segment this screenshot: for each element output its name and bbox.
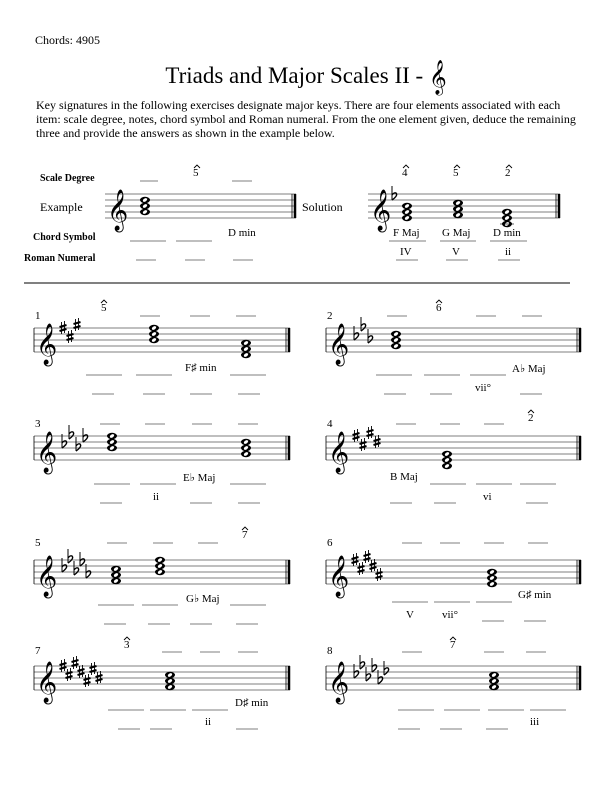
label-chord-symbol: Chord Symbol bbox=[33, 232, 96, 243]
exercise-number: 5 bbox=[35, 537, 41, 549]
exercise-4-staff bbox=[326, 426, 581, 474]
exercise-8-degree: 7 bbox=[450, 639, 456, 651]
svg-text:𝄞: 𝄞 bbox=[328, 556, 350, 597]
solution-staff bbox=[368, 186, 560, 232]
exercise-5-staff bbox=[34, 549, 290, 598]
exercise-7-degree: 3 bbox=[124, 639, 130, 651]
exercise-1-chord: F♯ min bbox=[185, 362, 217, 374]
example-given-degree: 5 bbox=[193, 167, 199, 179]
exercise-8-staff bbox=[326, 655, 581, 704]
exercise-8-roman: iii bbox=[530, 716, 540, 728]
page-title-text: Triads and Major Scales II - bbox=[165, 63, 424, 88]
exercise-4-degree: 2 bbox=[528, 412, 534, 424]
svg-text:𝄞: 𝄞 bbox=[370, 190, 392, 231]
exercise-number: 4 bbox=[327, 418, 333, 430]
exercise-number: 2 bbox=[327, 310, 333, 322]
svg-text:𝄞: 𝄞 bbox=[36, 432, 58, 473]
exercise-7-roman: ii bbox=[205, 716, 212, 728]
label-example: Example bbox=[40, 200, 83, 214]
treble-clef-icon: 𝄞 bbox=[428, 60, 447, 95]
solution-chord-3: D min bbox=[493, 227, 521, 239]
label-scale-degree: Scale Degree bbox=[40, 173, 95, 184]
worksheet-code: Chords: 4905 bbox=[35, 33, 101, 47]
exercise-5-chord: G♭ Maj bbox=[186, 593, 220, 605]
exercise-7-chord: D♯ min bbox=[235, 697, 269, 709]
exercise-4-chord: B Maj bbox=[390, 471, 418, 483]
exercise-6-roman-2: vii° bbox=[442, 609, 459, 621]
exercise-number: 1 bbox=[35, 310, 41, 322]
solution-roman-2: V bbox=[452, 246, 460, 258]
exercise-number: 7 bbox=[35, 645, 41, 657]
exercise-2-degree: 6 bbox=[436, 302, 442, 314]
svg-text:𝄞: 𝄞 bbox=[328, 324, 350, 365]
solution-degree-1: 4 bbox=[402, 167, 408, 179]
svg-text:𝄞: 𝄞 bbox=[36, 556, 58, 597]
exercise-number: 6 bbox=[327, 537, 333, 549]
exercise-number: 3 bbox=[35, 418, 41, 430]
solution-roman-3: ii bbox=[505, 246, 512, 258]
exercise-5-degree: 7 bbox=[242, 529, 248, 541]
exercise-6-chord: G♯ min bbox=[518, 589, 552, 601]
svg-text:𝄞: 𝄞 bbox=[328, 662, 350, 703]
exercise-3-staff bbox=[34, 425, 290, 474]
exercise-1-degree: 5 bbox=[101, 302, 107, 314]
exercise-2-chord: A♭ Maj bbox=[512, 363, 546, 375]
svg-text:𝄞: 𝄞 bbox=[36, 662, 58, 703]
svg-text:𝄞: 𝄞 bbox=[36, 324, 58, 365]
solution-roman-1: IV bbox=[400, 246, 412, 258]
solution-chord-1: F Maj bbox=[393, 227, 420, 239]
solution-degree-2: 5 bbox=[453, 167, 459, 179]
exercise-3-chord: E♭ Maj bbox=[183, 472, 216, 484]
svg-text:𝄞: 𝄞 bbox=[107, 190, 129, 231]
label-roman-numeral: Roman Numeral bbox=[24, 253, 96, 264]
exercise-number: 8 bbox=[327, 645, 333, 657]
label-solution: Solution bbox=[302, 200, 343, 214]
example-staff bbox=[105, 189, 296, 232]
exercise-6-roman-1: V bbox=[406, 609, 414, 621]
exercise-2-roman: vii° bbox=[475, 382, 492, 394]
example-given-chord: D min bbox=[228, 227, 256, 239]
solution-degree-3: 2 bbox=[505, 167, 511, 179]
exercise-3-roman: ii bbox=[153, 491, 160, 503]
exercise-4-roman: vi bbox=[483, 491, 492, 503]
exercise-2-staff bbox=[326, 317, 581, 366]
solution-chord-2: G Maj bbox=[442, 227, 471, 239]
exercise-1-staff bbox=[34, 318, 290, 366]
svg-text:𝄞: 𝄞 bbox=[328, 432, 350, 473]
instructions: Key signatures in the following exercises designate major keys. There are four elements associated with each item: scale degree, notes, chord symbol and Roman numeral. From the one element given, deduce the remaining three and provide the answers as shown in the example below. bbox=[36, 98, 576, 140]
